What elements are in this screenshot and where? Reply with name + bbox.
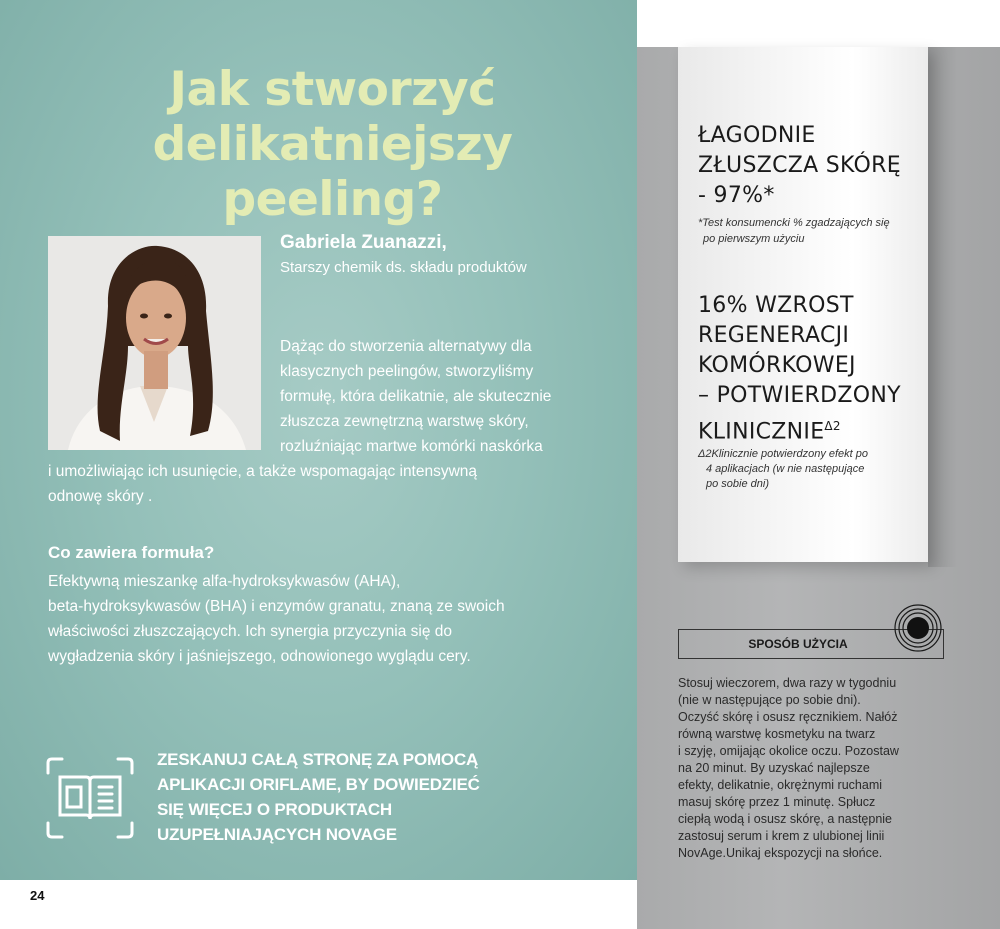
intro-line: odnowę skóry . xyxy=(48,488,153,505)
usage-line: Stosuj wieczorem, dwa razy w tygodniu xyxy=(678,676,897,690)
intro-line: i umożliwiając ich usunięcie, a także wspomagając intensywną xyxy=(48,463,478,480)
usage-line: i szyję, omijając okolice oczu. Pozostaw xyxy=(678,744,899,758)
expert-name: Gabriela Zuanazzi, xyxy=(280,232,447,253)
claim2-note: Δ2Klinicznie potwierdzony efekt po xyxy=(698,448,869,460)
expert-role: Starszy chemik ds. składu produktów xyxy=(280,259,527,276)
claim2-note: 4 aplikacjach (w nie następujące xyxy=(706,463,865,475)
page-number: 24 xyxy=(30,888,45,903)
expert-portrait xyxy=(48,236,261,450)
intro-line: rozluźniając martwe komórki naskórka xyxy=(280,438,543,455)
usage-line: zastosuj serum i krem z ulubionej linii xyxy=(678,829,885,843)
usage-line: Oczyść skórę i osusz ręcznikiem. Nałóż xyxy=(678,710,898,724)
usage-line: (nie w następujące po sobie dni). xyxy=(678,693,861,707)
title-line-1: Jak stworzyć xyxy=(169,62,496,117)
claim2-line: KOMÓRKOWEJ xyxy=(698,353,856,378)
scan-cta-line: SIĘ WIĘCEJ O PRODUKTACH xyxy=(157,800,392,819)
claim2-note: po sobie dni) xyxy=(706,478,769,490)
claim1-line: ŁAGODNIE xyxy=(698,123,816,148)
claim2-line: – POTWIERDZONY xyxy=(698,383,901,408)
claim2-mark: Δ2 xyxy=(824,419,841,433)
claim1-note: po pierwszym użyciu xyxy=(703,233,805,245)
usage-line: efekty, delikatnie, okrężnymi ruchami xyxy=(678,778,883,792)
claim2-line xyxy=(698,411,841,447)
title-line-2: delikatniejszy peeling? xyxy=(152,117,513,227)
claim2-line: REGENERACJI xyxy=(698,323,850,348)
intro-line: Dążąc do stworzenia alternatywy dla xyxy=(280,338,532,355)
intro-line: złuszcza zewnętrzną warstwę skóry, xyxy=(280,413,529,430)
usage-line: na 20 minut. By uzyskać najlepsze xyxy=(678,761,870,775)
product-box-shadow xyxy=(928,47,958,567)
claim2-text: KLINICZNIE xyxy=(698,419,825,445)
intro-line: formułę, która delikatnie, ale skutecznie xyxy=(280,388,552,405)
formula-line: właściwości złuszczających. Ich synergia przyczynia się do xyxy=(48,623,453,640)
usage-line: równą warstwę kosmetyku na twarz xyxy=(678,727,876,741)
scan-cta-line: UZUPEŁNIAJĄCYCH NOVAGE xyxy=(157,825,397,844)
formula-heading: Co zawiera formuła? xyxy=(48,543,215,562)
formula-line: Efektywną mieszankę alfa-hydroksykwasów (AHA), xyxy=(48,573,401,590)
formula-line: wygładzenia skóry i jaśniejszego, odnowionego wyglądu cery. xyxy=(48,648,471,665)
intro-line: klasycznych peelingów, stworzyliśmy xyxy=(280,363,534,380)
claim1-line: - 97%* xyxy=(698,183,775,208)
claim1-line: ZŁUSZCZA SKÓRĘ xyxy=(698,153,901,178)
usage-line: ciepłą wodą i osusz skórę, a następnie xyxy=(678,812,893,826)
scan-cta-line: APLIKACJI ORIFLAME, BY DOWIEDZIEĆ xyxy=(157,775,480,794)
formula-line: beta-hydroksykwasów (BHA) i enzymów granatu, znaną ze swoich xyxy=(48,598,505,615)
page-title xyxy=(60,62,605,227)
portrait-image xyxy=(48,236,261,450)
book-scan-icon xyxy=(46,757,134,839)
usage-line: masuj skórę przez 1 minutę. Spłucz xyxy=(678,795,876,809)
scan-cta-line: ZESKANUJ CAŁĄ STRONĘ ZA POMOCĄ xyxy=(157,750,479,769)
claim1-note: *Test konsumencki % zgadzających się xyxy=(698,217,890,229)
usage-title: SPOSÓB UŻYCIA xyxy=(748,637,848,651)
claim2-line: 16% WZROST xyxy=(698,293,854,318)
usage-line: NovAge.Unikaj ekspozycji na słońce. xyxy=(678,846,883,860)
